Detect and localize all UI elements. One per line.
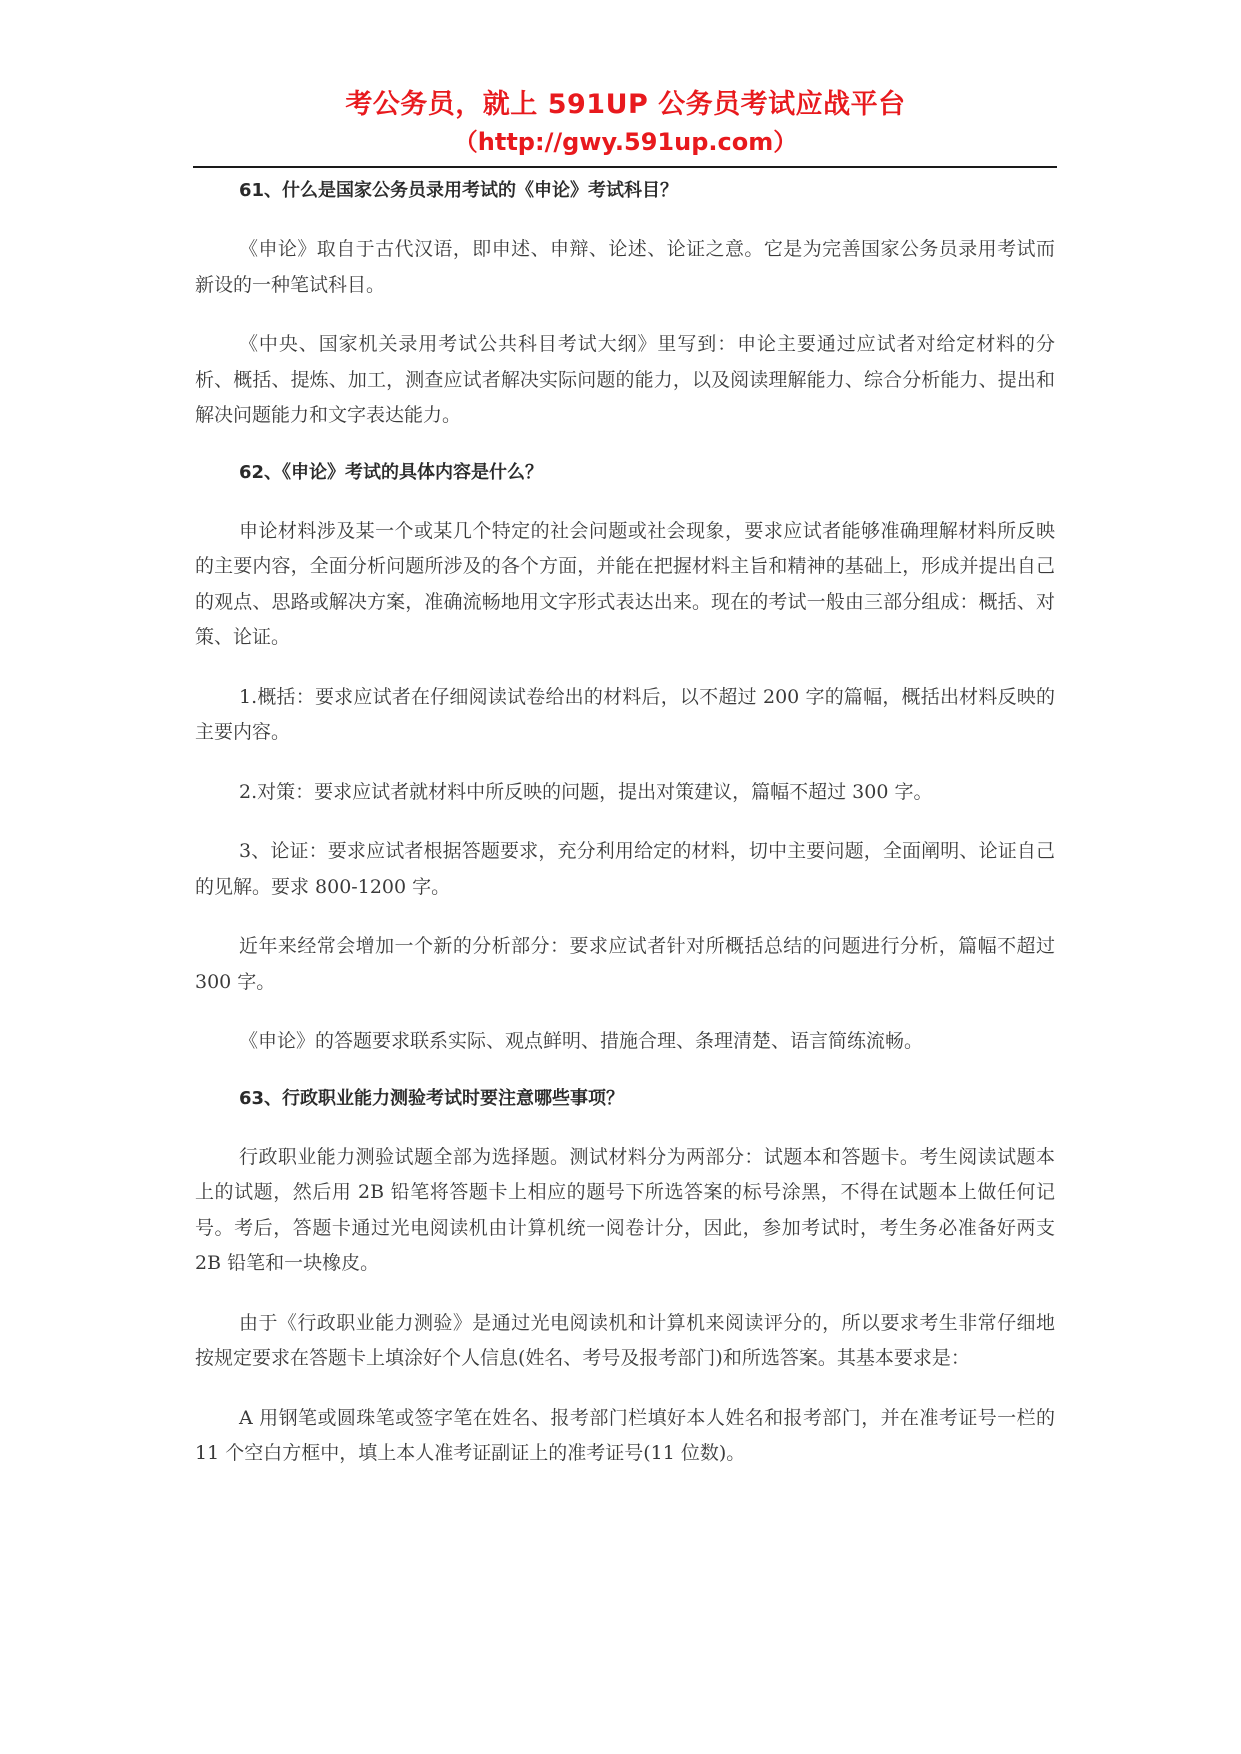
question-62-heading: 62、《申论》考试的具体内容是什么？	[239, 461, 544, 483]
header-divider	[193, 166, 1057, 168]
paragraph: 《中央、国家机关录用考试公共科目考试大纲》里写到：申论主要通过应试者对给定材料的分析、概括、提炼、加工，测查应试者解决实际问题的能力，以及阅读理解能力、综合分析能力、提出和解决问题能力和文字表达能力。	[195, 333, 1055, 426]
header-title: 考公务员，就上 591UP 公务员考试应战平台	[345, 89, 906, 120]
document-body	[195, 176, 1055, 1496]
page-header	[0, 86, 1241, 160]
paragraph: 2.对策：要求应试者就材料中所反映的问题，提出对策建议，篇幅不超过 300 字。	[239, 780, 933, 803]
paragraph: 《申论》取自于古代汉语，即申述、申辩、论述、论证之意。它是为完善国家公务员录用考试而新设的一种笔试科目。	[195, 238, 1055, 296]
paragraph: 1.概括：要求应试者在仔细阅读试卷给出的材料后，以不超过 200 字的篇幅，概括出材料反映的主要内容。	[195, 685, 1055, 743]
question-61-heading: 61、什么是国家公务员录用考试的《申论》考试科目？	[239, 180, 679, 201]
paragraph: 近年来经常会增加一个新的分析部分：要求应试者针对所概括总结的问题进行分析，篇幅不超过 300 字。	[195, 935, 1055, 993]
paragraph: 《申论》的答题要求联系实际、观点鲜明、措施合理、条理清楚、语言简练流畅。	[239, 1030, 924, 1052]
paragraph: A 用钢笔或圆珠笔或签字笔在姓名、报考部门栏填好本人姓名和报考部门，并在准考证号一栏的 11 个空白方框中，填上本人准考证副证上的准考证号(11 位数)。	[195, 1406, 1055, 1464]
paragraph: 行政职业能力测验试题全部为选择题。测试材料分为两部分：试题本和答题卡。考生阅读试题本上的试题，然后用 2B 铅笔将答题卡上相应的题号下所选答案的标号涂黑，不得在试题本上做任何记号。考后，答题卡通过光电阅读机由计算机统一阅卷计分，因此，参加考试时，考生务必准备好两支 2B 铅笔和一块橡皮。	[195, 1145, 1055, 1274]
paragraph: 3、论证：要求应试者根据答题要求，充分利用给定的材料，切中主要问题，全面阐明、论证自己的见解。要求 800-1200 字。	[195, 840, 1055, 898]
question-63-heading: 63、行政职业能力测验考试时要注意哪些事项？	[239, 1087, 625, 1109]
paragraph: 由于《行政职业能力测验》是通过光电阅读机和计算机来阅读评分的，所以要求考生非常仔细地按规定要求在答题卡上填涂好个人信息(姓名、考号及报考部门)和所选答案。其基本要求是：	[195, 1311, 1055, 1369]
header-url[interactable]: （http://gwy.591up.com）	[453, 128, 798, 156]
paragraph: 申论材料涉及某一个或某几个特定的社会问题或社会现象，要求应试者能够准确理解材料所反映的主要内容，全面分析问题所涉及的各个方面，并能在把握材料主旨和精神的基础上，形成并提出自己的观点、思路或解决方案，准确流畅地用文字形式表达出来。现在的考试一般由三部分组成：概括、对策、论证。	[195, 519, 1055, 648]
